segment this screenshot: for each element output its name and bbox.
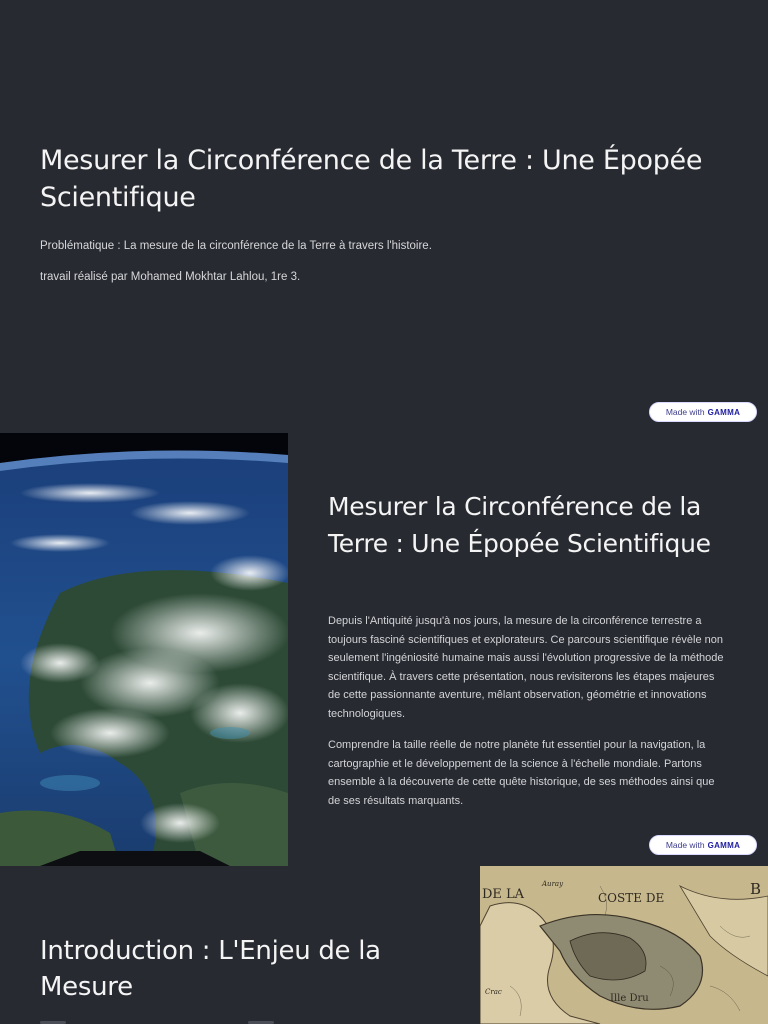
map-label-left: DE LA (482, 887, 525, 902)
problem-statement: Problématique : La mesure de la circonférence de la Terre à travers l'histoire. (40, 240, 432, 252)
map-label-top: Auray (542, 880, 564, 888)
author-credit: travail réalisé par Mohamed Mokhtar Lahlou, 1re 3. (40, 271, 301, 283)
slide-title (0, 0, 768, 432)
section-title: Introduction : L'Enjeu de la Mesure (40, 936, 381, 1002)
gamma-logo: GAMMA (707, 407, 741, 417)
section-title: Mesurer la Circonférence de la Terre : Une Épopée Scientifique (328, 492, 711, 558)
earth-from-space-image (0, 433, 288, 866)
slide-introduction (0, 866, 768, 1024)
slide-overview (0, 433, 768, 866)
badge-prefix: Made with (665, 840, 705, 850)
page-title: Mesurer la Circonférence de la Terre : Une Épopée Scientifique (40, 145, 703, 213)
intro-paragraph: Depuis l'Antiquité jusqu'à nos jours, la mesure de la circonférence terrestre a toujours fasciné scientifiques et explorateurs. Ce parcours scientifique révèle non seulement l'ingéniosité humaine mais aussi l'évolution progressive de la méthode scientifique. À travers cette présentation, nous revisiterons les étapes majeures de cette passionnante aventure, mêlant observation, géométrie et innovations technologiques. (328, 615, 724, 720)
made-with-gamma-badge[interactable] (649, 402, 757, 422)
old-map-image (480, 866, 768, 1024)
badge-prefix: Made with (665, 407, 705, 417)
map-label-right: B (750, 880, 762, 898)
context-paragraph: Comprendre la taille réelle de notre planète fut essentiel pour la navigation, la cartographie et le développement de la science à l'échelle mondiale. Partons ensemble à la découverte de cette quête historique, de ses méthodes ainsi que de ses résultats marquants. (328, 739, 715, 807)
map-label-coast: COSTE DE (598, 891, 665, 905)
map-label-island: Ille Dru (610, 993, 649, 1004)
gamma-logo: GAMMA (707, 840, 741, 850)
made-with-gamma-badge[interactable] (649, 835, 757, 855)
map-label-bottom: Crac (485, 988, 502, 996)
